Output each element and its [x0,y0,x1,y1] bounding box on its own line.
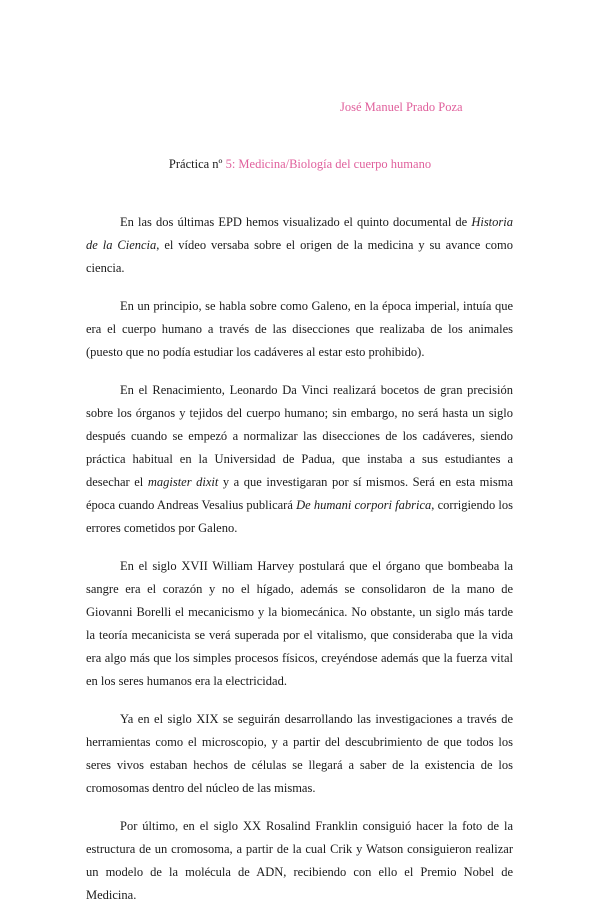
paragraph-text: En el siglo XVII William Harvey postulará que el órgano que bombeaba la sangre era el corazón y no el hígado, además se consolidaron de la mano de Giovanni Borelli el mecanicismo y la biomecánica. No obstante, un siglo más tarde la teoría mecanicista se verá superada por el vitalismo, que consideraba que la vida era algo más que los simples procesos físicos, creyéndose además que la fuerza vital en los seres humanos era la electricidad. [86,559,513,688]
paragraph [86,708,513,800]
practice-heading [0,157,600,172]
paragraph [86,211,513,280]
practice-label: Práctica nº [168,157,226,171]
paragraph-text: En las dos últimas EPD hemos visualizado el quinto documental de [120,215,472,229]
paragraph [86,555,513,693]
practice-title: 5: Medicina/Biología del cuerpo humano [225,157,432,171]
italic-text: De humani corpori fabrica [296,498,432,512]
paragraph [86,379,513,540]
paragraph-text: y a que investigaran por sí mismos. Será en esta misma época cuando Andreas Vesalius publicará [86,475,514,512]
italic-text: Historia de la Ciencia [86,215,513,252]
document-body [86,211,513,922]
paragraph-text: , corrigiendo los errores cometidos por Galeno. [86,498,513,535]
paragraph-text: En el Renacimiento, Leonardo Da Vinci realizará bocetos de gran precisión sobre los órganos y tejidos del cuerpo humano; sin embargo, no será hasta un siglo después cuando se empezó a normalizar las disecciones de los cadáveres, siendo práctica habitual en la Universidad de Padua, que instaba a sus estudiantes a desechar el [86,383,513,489]
italic-text: magister dixit [147,475,219,489]
paragraph-text: Por último, en el siglo XX Rosalind Franklin consiguió hacer la foto de la estructura de un cromosoma, a partir de la cual Crik y Watson consiguieron realizar un modelo de la molécula de ADN, recibiendo con ello el Premio Nobel de Medicina. [86,819,513,902]
paragraph-text: , el vídeo versaba sobre el origen de la medicina y su avance como ciencia. [86,238,514,275]
paragraph-text: Ya en el siglo XIX se seguirán desarrollando las investigaciones a través de herramientas como el microscopio, y a partir del descubrimiento de que todos los seres vivos estaban hechos de células se llegará a saber de la existencia de los cromosomas dentro del núcleo de las mismas. [86,712,513,795]
paragraph [86,815,513,907]
paragraph-text: En un principio, se habla sobre como Galeno, en la época imperial, intuía que era el cuerpo humano a través de las disecciones que realizaba de los animales (puesto que no podía estudiar los cadáveres al estar esto prohibido). [86,299,513,359]
paragraph [86,295,513,364]
author-name: José Manuel Prado Poza [340,100,463,114]
